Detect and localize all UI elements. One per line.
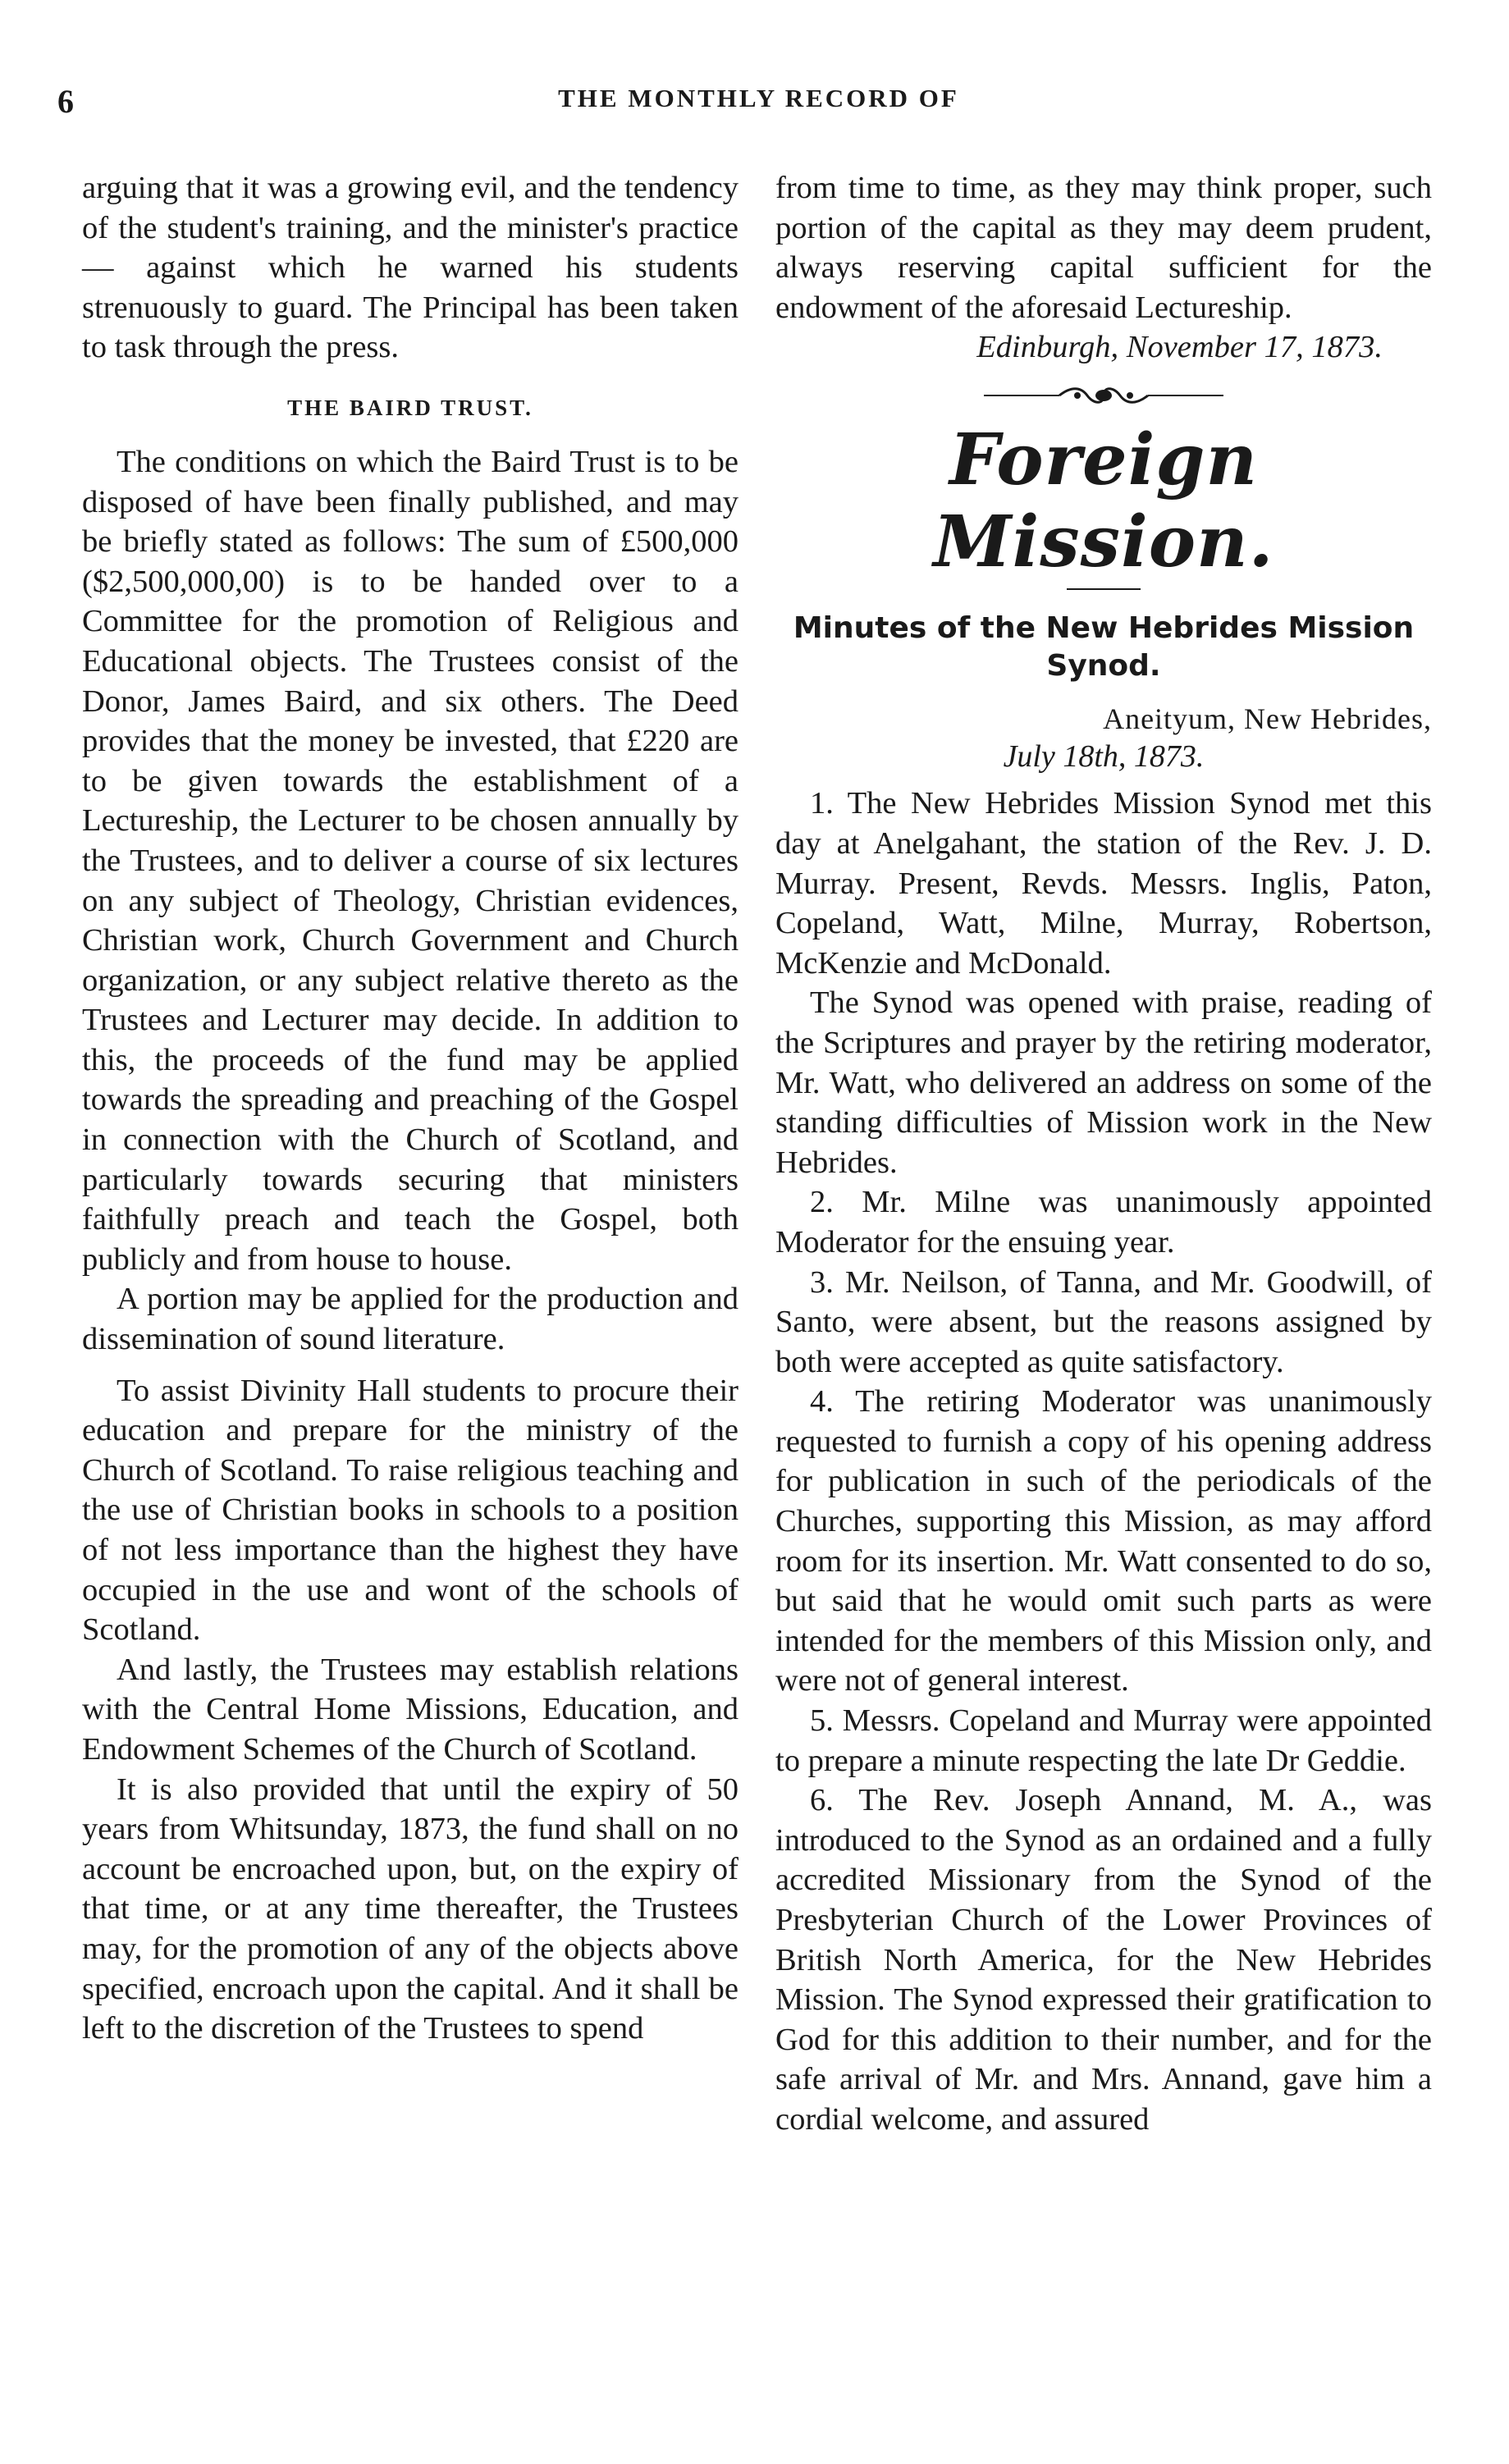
paragraph: arguing that it was a growing evil, and the tendency of the student's training, and the minister's practice — against which he warned his students strenuously to guard. The Principal has been taken to task through the press. xyxy=(82,171,738,365)
paragraph: 6. The Rev. Joseph Annand, M. A., was introduced to the Synod as an ordained and a fully accredited Missionary from the Synod of the Presbyterian Church of the Lower Provinces of British North America, for the New Hebrides Mission. The Synod expressed their gratification to God for this addition to their number, and for the safe arrival of Mr. and Mrs. Annand, gave him a cordial welcome, and assured xyxy=(775,1783,1432,2137)
date-line: July 18th, 1873. xyxy=(1003,739,1205,775)
paragraph: The Synod was opened with praise, reading of the Scriptures and prayer by the retiring moderator, Mr. Watt, who delivered an address on some of the standing difficulties of Mission work in the New Hebrides. xyxy=(775,985,1432,1180)
section-heading-baird-trust: THE BAIRD TRUST. xyxy=(287,395,533,420)
article-title: Minutes of the New Hebrides Mission Synod. xyxy=(793,611,1415,683)
paragraph: 1. The New Hebrides Mission Synod met this day at Anelgahant, the station of the Rev. J. D. Murray. Present, Revds. Messrs. Inglis, Paton, Copeland, Watt, Milne, Murray, Robertson, McKenzie and McDonald. xyxy=(775,786,1432,981)
section-masthead: Foreign Mission. xyxy=(933,418,1274,584)
right-column xyxy=(775,168,1432,2140)
paragraph: from time to time, as they may think proper, such portion of the capital as they may deem prudent, always reserving capital sufficient for the endowment of the aforesaid Lectureship. xyxy=(775,171,1432,325)
paragraph: 5. Messrs. Copeland and Murray were appointed to prepare a minute respecting the late Dr Geddie. xyxy=(775,1703,1432,1778)
paragraph: It is also provided that until the expiry of 50 years from Whitsunday, 1873, the fund shall on no account be encroached upon, but, on the expiry of that time, or at any time thereafter, the Trustees may, for the promotion of any of the objects above specified, encroach upon the capital. And it shall be left to the discretion of the Trustees to spend xyxy=(82,1771,738,2046)
journal-title: THE MONTHLY RECORD OF xyxy=(558,84,959,112)
paragraph: A portion may be applied for the production and dissemination of sound literature. xyxy=(82,1282,738,1357)
paragraph: 3. Mr. Neilson, of Tanna, and Mr. Goodwill, of Santo, were absent, but the reasons assigned by both were accepted as quite satisfactory. xyxy=(775,1264,1432,1379)
page-number: 6 xyxy=(57,83,74,120)
paragraph: To assist Divinity Hall students to procure their education and prepare for the ministry of the Church of Scotland. To raise religious teaching and the use of Christian books in schools to a position of not less importance than the highest they have occupied in the use and wont of the schools of Scotland. xyxy=(82,1373,738,1648)
paragraph: And lastly, the Trustees may establish relations with the Central Home Missions, Education, and Endowment Schemes of the Church of Scotland. xyxy=(82,1652,738,1767)
divider xyxy=(1067,588,1141,590)
paragraph: 2. Mr. Milne was unanimously appointed Moderator for the ensuing year. xyxy=(775,1185,1432,1259)
running-head xyxy=(57,82,1460,131)
flourish-ornament-icon xyxy=(981,385,1227,406)
dateline: Edinburgh, November 17, 1873. xyxy=(976,330,1383,365)
paragraph: 4. The retiring Moderator was unanimously requested to furnish a copy of his opening address for publication in such of the periodicals of the Churches, supporting this Mission, as may afford room for its insertion. Mr. Watt consented to do so, but said that he would omit such parts as were intended for the members of this Mission only, and were not of general interest. xyxy=(775,1384,1432,1698)
left-column xyxy=(82,168,738,2049)
place-line: Aneityum, New Hebrides, xyxy=(1103,702,1432,736)
paragraph: The conditions on which the Baird Trust is to be disposed of have been finally published, and may be briefly stated as follows: The sum of £500,000 ($2,500,000,00) is to be handed over to a Committee for the promotion of Religious and Educational objects. The Trustees consist of the Donor, James Baird, and six others. The Deed provides that the money be invested, that £220 are to be given towards the establishment of a Lectureship, the Lecturer to be chosen annually by the Trustees, and to deliver a course of six lectures on any subject of Theology, Christian evidences, Christian work, Church Government and Church organization, or any subject relative thereto as the Trustees and Lecturer may decide. In addition to this, the proceeds of the fund may be applied towards the spreading and preaching of the Gospel in connection with the Church of Scotland, and particularly towards securing that ministers faithfully preach and teach the Gospel, both publicly and from house to house. xyxy=(82,444,738,1277)
